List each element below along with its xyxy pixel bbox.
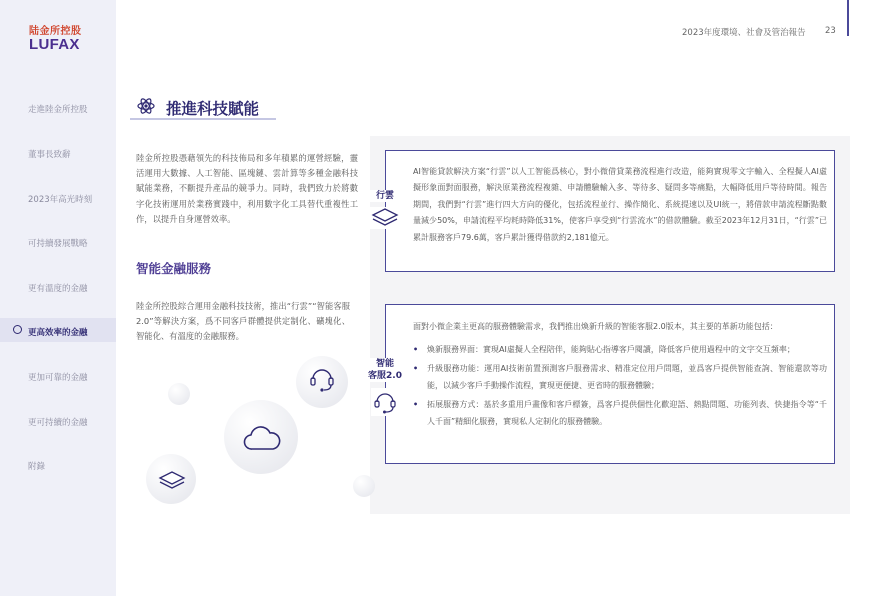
header-accent-bar — [847, 0, 849, 36]
subsection-paragraph: 陸金所控股綜合運用金融科技技術，推出“行雲”“智能客服2.0”等解決方案，爲不同客戶群體提供定制化、礦塊化、智能化、有溫度的金融服務。 — [136, 301, 350, 342]
nav-active-indicator-icon — [13, 325, 22, 334]
sidebar-item-reliable-finance[interactable]: 更加可靠的金融 — [28, 373, 88, 383]
logo-en-text: LUFAX — [29, 36, 80, 53]
title-underline — [130, 118, 276, 120]
list-item: • 煥新服務界面：實現AI虛擬人全程陪伴，能夠貼心指導客戶閱讀，降低客戶使用過程中的文字交互頻率； — [413, 342, 827, 358]
layers-icon — [370, 207, 400, 229]
smart-service-intro: 面對小微企業主更高的服務體驗需求，我們推出煥新升級的智能客服2.0版本，其主要的革新功能包括： — [413, 322, 778, 331]
xingyun-description: AI智能貸款解決方案“行雲”以人工智能爲核心，對小微借貸業務流程進行改造，能夠實現零文字輸入、全程擬人AI虛擬形象面對面服務，解決原業務流程複雜、申請體驗輸入多、等待多、疑問多等痛點，大幅降低用戶等待時間。報告期間，我們對“行雲”進行四大方向的優化，包括流程並行、操作簡化、系統提速以及UI統一，將借款申請流程斷點數量減少50%，申請流程平均耗時降低31%，使客戶享受到“行雲流水”的借款體驗。截至2023年12月31日，“行雲”已累計服務客戶79.6萬，客戶累計獲得借款約2,181億元。 — [413, 167, 827, 242]
smart-service-box — [385, 304, 835, 464]
sidebar-item-warm-finance[interactable]: 更有溫度的金融 — [28, 284, 88, 294]
smart-service-label-line2: 客服2.0 — [368, 371, 402, 381]
logo-cn-text: 陆金所控股 — [29, 26, 82, 37]
sidebar-item-sustainable-finance[interactable]: 更可持續的金融 — [28, 418, 88, 428]
sidebar-item-highlights[interactable]: 2023年高光時刻 — [28, 195, 93, 205]
intro-paragraph: 陸金所控股憑藉領先的科技佈局和多年積累的運營經驗，靈活運用大數據、人工智能、區塊鏈、雲計算等多種金融科技賦能業務，不斷提升產品的競爭力。同時，我們致力於將數字化技術運用於業務實踐中，利用數字化工具替代重複性工作，以提升自身運營效率。 — [136, 153, 358, 224]
list-item: • 拓展服務方式：基於多重用戶畫像和客戶標簽，爲客戶提供個性化歡迎語、熱點問題、功能列表、快捷指令等“千人千面”精細化服務，實現私人定制化的服務體驗。 — [413, 397, 827, 430]
smart-service-label — [365, 358, 405, 382]
feature-list — [413, 342, 827, 433]
logo[interactable] — [29, 26, 89, 52]
page-title: 推進科技賦能 — [166, 100, 260, 118]
list-item: • 升級服務功能：運用AI技術前置預測客戶服務需求、精准定位用戶問題，並爲客戶提供智能查詢、智能還款等功能，以減少客戶手動操作流程，實現更便捷、更省時的服務體驗； — [413, 361, 827, 394]
sidebar-item-efficient-finance[interactable]: 更高效率的金融 — [28, 328, 88, 338]
sidebar-item-chairman[interactable]: 董事長致辭 — [28, 150, 71, 160]
layers-icon — [157, 468, 187, 492]
sidebar-item-about[interactable]: 走進陸金所控股 — [28, 105, 88, 115]
headset-icon — [371, 388, 399, 416]
sidebar-item-appendix[interactable]: 附錄 — [28, 462, 46, 472]
atom-icon — [136, 96, 156, 116]
page-number: 23 — [825, 26, 836, 36]
xingyun-label: 行雲 — [370, 190, 400, 202]
decor-bubble — [168, 383, 190, 405]
decor-bubble — [353, 475, 375, 497]
cloud-icon — [242, 425, 282, 453]
smart-service-label-line1: 智能 — [375, 359, 394, 369]
report-title: 2023年度環境、社會及管治報告 — [682, 28, 806, 38]
subsection-title: 智能金融服務 — [136, 261, 212, 276]
sidebar — [0, 0, 116, 596]
headset-icon — [308, 364, 336, 394]
xingyun-box — [385, 150, 835, 272]
sidebar-item-strategy[interactable]: 可持續發展戰略 — [28, 239, 88, 249]
